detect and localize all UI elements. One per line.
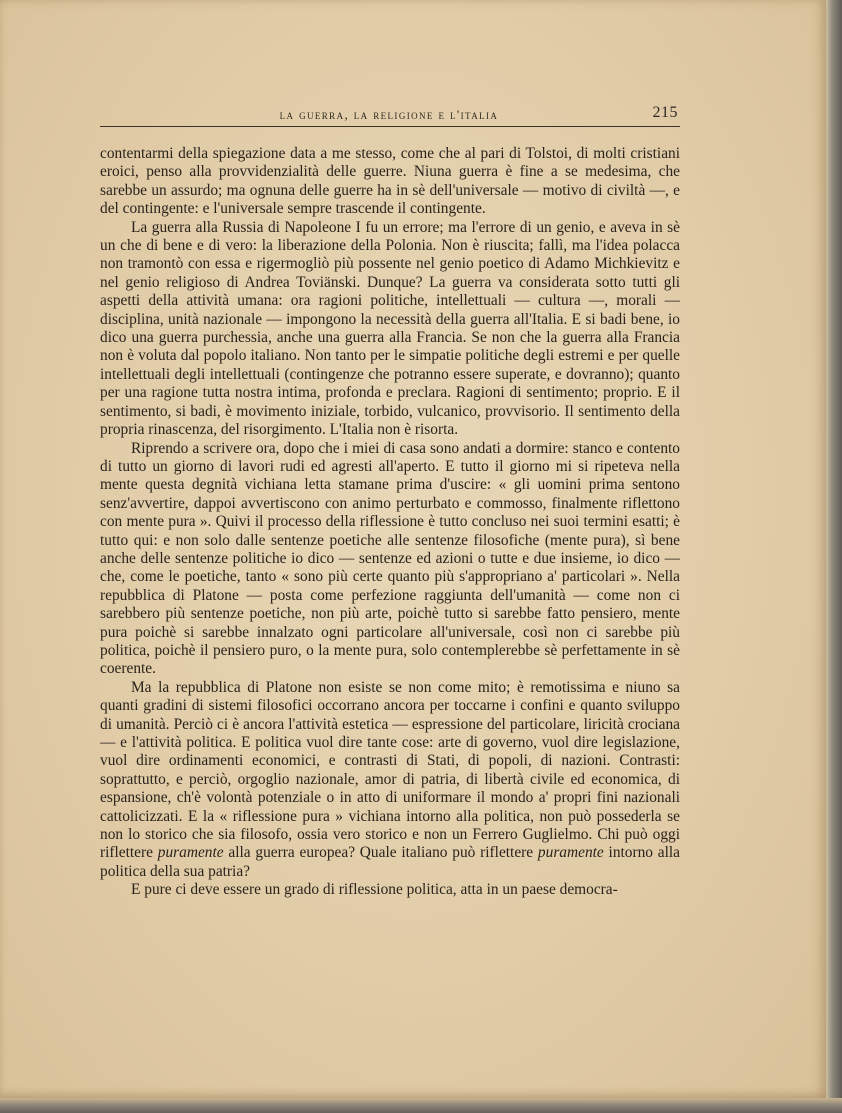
paragraph: contentarmi della spiegazione data a me stesso, come che al pari di Tolstoi, di molti cristiani eroici, penso alla provvidenzialità delle guerre. Niuna guerra è fine a se medesima, che sarebbe un assurdo; ma ognuna delle guerre ha in sè dell'universale — motivo di civiltà —, e del contingente: e l'universale sempre trascende il contingente.	[100, 145, 680, 218]
paragraph-text: intorno alla politica della sua patria?	[100, 844, 681, 880]
page-edge-right	[826, 0, 842, 1113]
running-title: la guerra, la religione e l'italia	[279, 107, 499, 122]
paragraph: La guerra alla Russia di Napoleone I fu un errore; ma l'errore di un genio, e aveva in sè un che di bene e di vero: la liberazione della Polonia. Non è riuscita; fallì, ma l'idea polacca non tramontò con essa e rigermogliò più possente nel genio poetico di Adamo Michkievitz e nel genio religioso di Andrea Toviänski. Dunque? La guerra va considerata sotto tutti gli aspetti della attività umana: ora ragioni politiche, intellettuali — cultura —, morali — disciplina, unità nazionale — impongono la necessità della guerra all'Italia. E si badi bene, io dico una guerra purchessia, anche una guerra alla Francia. Se non che la guerra alla Francia non è voluta dal popolo italiano. Non tanto per le simpatie politiche degli estremi e per quelle intellettuali degli intellettuali (contingenze che potranno essere superate, e dovranno); quanto per una ragione tutta nostra intima, profonda e preclara. Ragioni di sentimento; proprio. E il sentimento, si badi, è movimento iniziale, torbido, vulcanico, provvisorio. Il sentimento della propria rinascenza, del risorgimento. L'Italia non è risorta.	[100, 218, 680, 439]
paragraph-text: alla guerra europea? Quale italiano può riflettere	[228, 844, 534, 862]
italic-word: puramente	[157, 844, 224, 862]
italic-word: puramente	[537, 844, 604, 862]
page-number: 215	[652, 104, 678, 121]
paragraph: Riprendo a scrivere ora, dopo che i miei di casa sono andati a dormire: stanco e contento di tutto un giorno di lavori rudi ed agresti all'aperto. E tutto il giorno mi si ripeteva nella mente questa degnità vichiana letta stamane prima d'uscire: « gli uomini prima sentono senz'avvertire, dappoi avvertiscono con animo perturbato e commosso, finalmente riflettono con mente pura ». Quivi il processo della riflessione è tutto concluso nei suoi termini esatti; è tutto qui: e non solo dalle sentenze poetiche alle sentenze filosofiche (mente pura), sì bene anche delle sentenze politiche io dico — sentenze ed azioni o tutte e due insieme, io dico — che, come le poetiche, tanto « sono più certe quanto più s'appropriano a' particolari ». Nella repubblica di Platone — posta come perfezione raggiunta dell'umanità — come non ci sarebbero più sentenze poetiche, non più arte, poichè tutto si sarebbe fatto pensiero, mente pura poichè si sarebbe innalzato ogni particolare all'universale, così non ci sarebbe più politica, poichè il pensiero puro, o la mente pura, solo contemplerebbe sè perfettamente in sè coerente.	[100, 439, 680, 678]
paragraph: E pure ci deve essere un grado di riflessione politica, atta in un paese democra-	[131, 881, 618, 899]
header-rule	[100, 126, 680, 127]
body-text	[100, 145, 680, 900]
paragraph	[100, 679, 680, 881]
running-header	[100, 103, 678, 125]
paragraph-text: Ma la repubblica di Platone non esiste se non come mito; è remotissima e niuno sa quanti gradini di sistemi filosofici occorrano ancora per toccarne i confini e quanto sviluppo di umanità. Perciò ci è ancora l'attività estetica — espressione del particolare, liricità crociana — e l'attività politica. E politica vuol dire tante cose: arte di governo, vuol dire legislazione, vuol dire ordinamenti economici, e contrasti di Stati, di popoli, di nazioni. Contrasti: soprattutto, e perciò, orgoglio nazionale, amor di patria, di libertà civile ed economica, di espansione, ch'è volontà potenziale o in atto di uniformare il mondo a' propri fini nazionali cattolicizzati. E la « riflessione pura » vichiana intorno alla politica, non può possederla se non lo storico che sia filosofo, ossia vero storico e non un Ferrero Guglielmo. Chi può oggi riflettere	[100, 678, 680, 862]
page-edge-bottom	[0, 1098, 842, 1113]
